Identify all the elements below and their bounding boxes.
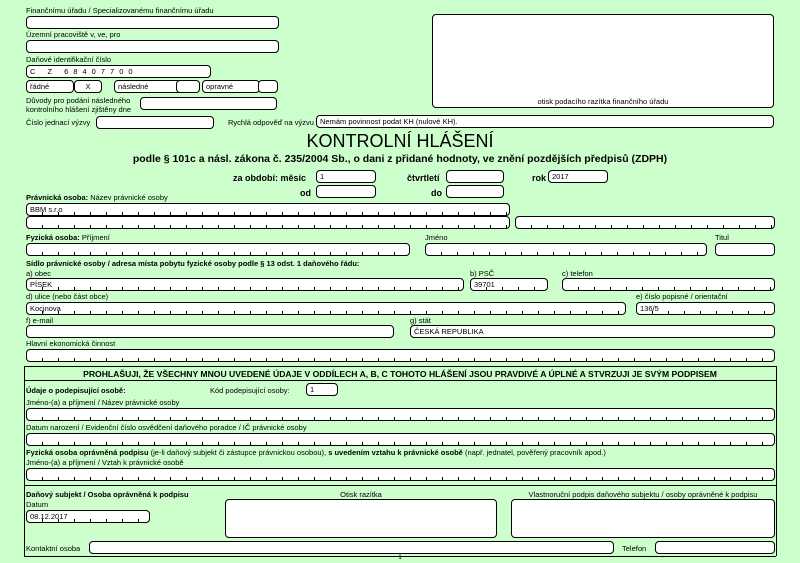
datum-value: 08.12.2017 — [30, 512, 68, 521]
ulice-label: d) ulice (nebo část obce) — [26, 292, 109, 301]
za-obdobi-label: za období: měsíc — [233, 173, 307, 183]
radne-checkbox-label — [26, 80, 74, 93]
titul-input[interactable] — [715, 243, 775, 256]
uzemni-pracoviste-input[interactable] — [26, 40, 279, 53]
ctvrtleti-label: čtvrtletí — [407, 173, 440, 183]
od-input[interactable] — [316, 185, 376, 198]
radne-mark: X — [85, 82, 91, 91]
rok-label: rok — [532, 173, 547, 183]
datum-input[interactable] — [26, 510, 150, 523]
cislo-popisne-label: e) číslo popisné / orientační — [636, 292, 728, 301]
jmeno-vztah-label: Jméno-(a) a příjmení / Vztah k právnické osobě — [26, 458, 184, 467]
otisk-razitka-box — [225, 499, 497, 538]
ctvrtleti-input[interactable] — [446, 170, 504, 183]
vlastnorucni-label: Vlastnoruční podpis daňového subjektu / osoby oprávněné k podpisu — [528, 490, 758, 499]
nasledne-text: následné — [118, 82, 149, 91]
obec-label: a) obec — [26, 269, 52, 278]
datum-narozeni-label: Datum narození / Evidenční číslo osvědčení daňového poradce / IČ právnické osoby — [26, 423, 307, 432]
opravne-checkbox[interactable] — [258, 80, 278, 93]
obec-input[interactable] — [26, 278, 464, 291]
declaration-text: PROHLAŠUJI, ŽE VŠECHNY MNOU UVEDENÉ ÚDAJE V ODDÍLECH A, B, C TOHOTO HLÁŠENÍ JSOU PRAVDIVÉ A ÚPLNÉ A STVRZUJI JE SVÝM PODPISEM — [83, 369, 717, 379]
left-border — [24, 366, 25, 556]
rychla-odpoved-input[interactable] — [316, 115, 774, 128]
ulice-value: Kocjnova — [30, 304, 61, 313]
fyzicka-opravnena-bold: Fyzická osoba oprávněná podpisu — [26, 448, 149, 457]
opravne-text: opravné — [206, 82, 234, 91]
danovy-subjekt-label: Daňový subjekt / Osoba oprávněná k podpisu — [26, 490, 189, 499]
fyzicka-osoba-label — [26, 233, 110, 242]
right-border — [776, 366, 777, 556]
fyzicka-label-bold: Fyzická osoba: — [26, 233, 80, 242]
titul-label: Titul — [715, 233, 729, 242]
fyzicka-opravnena-mid: (je-li daňový subjekt či zástupce právnickou osobou), — [148, 448, 329, 457]
stat-value: ČESKÁ REPUBLIKA — [414, 327, 484, 336]
jmeno-vztah-input[interactable] — [26, 468, 775, 481]
ulice-input[interactable] — [26, 302, 626, 315]
pravnicka-osoba-label — [26, 193, 168, 202]
datum-label: Datum — [26, 500, 49, 509]
stamp-area — [432, 14, 774, 108]
duvody-date-input[interactable] — [140, 97, 277, 110]
cislo-popisne-value: 136/5 — [640, 304, 659, 313]
do-label: do — [431, 188, 442, 198]
obec-value: PÍSEK — [30, 280, 53, 289]
divider — [24, 485, 776, 486]
do-input[interactable] — [446, 185, 504, 198]
stat-input[interactable] — [410, 325, 775, 338]
form-subtitle: podle § 101c a násl. zákona č. 235/2004 Sb., o dani z přidané hodnoty, ve znění pozdějších předpisů (ZDPH) — [132, 153, 668, 165]
kontaktni-label: Kontaktní osoba — [26, 544, 81, 553]
stamp-label: otisk podacího razítka finančního úřadu — [537, 97, 669, 106]
cislo-jednaci-label: Číslo jednací výzvy — [26, 118, 91, 127]
pravnicka-label-rest: Název právnické osoby — [90, 193, 168, 202]
mesic-input[interactable] — [316, 170, 376, 183]
radne-text: řádné — [30, 82, 50, 91]
psc-label: b) PSČ — [470, 269, 495, 278]
kontaktni-input[interactable] — [89, 541, 614, 554]
dic-input[interactable] — [26, 65, 211, 78]
kod-label: Kód podepisující osoby: — [210, 386, 290, 395]
duvody-label-1: Důvody pro podání následného — [26, 96, 131, 105]
jmeno-input[interactable] — [425, 243, 707, 256]
uzemni-pracoviste-label: Územní pracoviště v, ve, pro — [26, 30, 121, 39]
dic-label: Daňové identifikační číslo — [26, 55, 112, 64]
nasledne-checkbox[interactable] — [176, 80, 200, 93]
vlastnorucni-box — [511, 499, 775, 538]
telefon-input[interactable] — [562, 278, 775, 291]
opravne-checkbox-label — [202, 80, 260, 93]
form-title: KONTROLNÍ HLÁŠENÍ — [306, 131, 494, 151]
psc-value: 39701 — [474, 280, 495, 289]
rychla-odpoved-label: Rychlá odpověď na výzvu — [228, 118, 314, 127]
kod-input[interactable] — [306, 383, 338, 396]
nazev-pravnicke-osoby-input-1[interactable] — [26, 203, 510, 216]
duvody-label-2: kontrolního hlášení zjištěny dne — [26, 105, 132, 114]
signature-telefon-label: Telefon — [622, 544, 647, 553]
nazev-value: BBM s.r.o — [30, 205, 63, 214]
stat-label: g) stát — [410, 316, 431, 325]
kod-value: 1 — [310, 385, 315, 394]
fyzicka-label-rest: Příjmení — [81, 233, 110, 242]
nazev-pravnicke-osoby-input-3[interactable] — [515, 216, 775, 229]
rychla-odpoved-value: Nemám povinnost podat KH (nulové KH). — [320, 117, 458, 126]
page-number: 1 — [398, 555, 402, 561]
sidlo-label: Sídlo právnické osoby / adresa místa pobytu fyzické osoby podle § 13 odst. 1 daňového řádu: — [26, 259, 360, 268]
radne-checkbox[interactable] — [74, 80, 102, 93]
nazev-pravnicke-osoby-input-2[interactable] — [26, 216, 510, 229]
divider — [24, 366, 776, 367]
fyzicka-opravnena-label — [26, 448, 606, 457]
financni-urad-input[interactable] — [26, 16, 279, 29]
rok-value: 2017 — [552, 172, 569, 181]
prijmeni-input[interactable] — [26, 243, 410, 256]
financni-urad-label: Finančnímu úřadu / Specializovanému finančnímu úřadu — [26, 6, 214, 15]
signer-jmeno-label: Jméno-(a) a příjmení / Název právnické osoby — [26, 398, 180, 407]
jmeno-label: Jméno — [425, 233, 448, 242]
fyzicka-opravnena-bold2: s uvedením vztahu k právnické osobě — [328, 448, 463, 457]
divider — [24, 380, 776, 381]
pravnicka-label-bold: Právnická osoba: — [26, 193, 89, 202]
rok-input[interactable] — [548, 170, 608, 183]
psc-input[interactable] — [470, 278, 548, 291]
email-input[interactable] — [26, 325, 394, 338]
udaje-label: Údaje o podepisující osobě: — [26, 386, 126, 395]
dic-value: C Z 68407700 — [30, 67, 138, 76]
email-label: f) e-mail — [26, 316, 54, 325]
otisk-razitka-label: Otisk razítka — [340, 490, 382, 499]
signer-jmeno-input[interactable] — [26, 408, 775, 421]
fyzicka-opravnena-end: (např. jednatel, pověřený pracovník apod.) — [462, 448, 606, 457]
datum-narozeni-input[interactable] — [26, 433, 775, 446]
hlavni-cinnost-input[interactable] — [26, 349, 775, 362]
cislo-jednaci-input[interactable] — [96, 116, 214, 129]
cislo-popisne-input[interactable] — [636, 302, 775, 315]
od-label: od — [300, 188, 311, 198]
signature-telefon-input[interactable] — [655, 541, 775, 554]
hlavni-cinnost-label: Hlavní ekonomická činnost — [26, 339, 116, 348]
telefon-label: c) telefon — [562, 269, 593, 278]
mesic-value: 1 — [320, 172, 325, 181]
